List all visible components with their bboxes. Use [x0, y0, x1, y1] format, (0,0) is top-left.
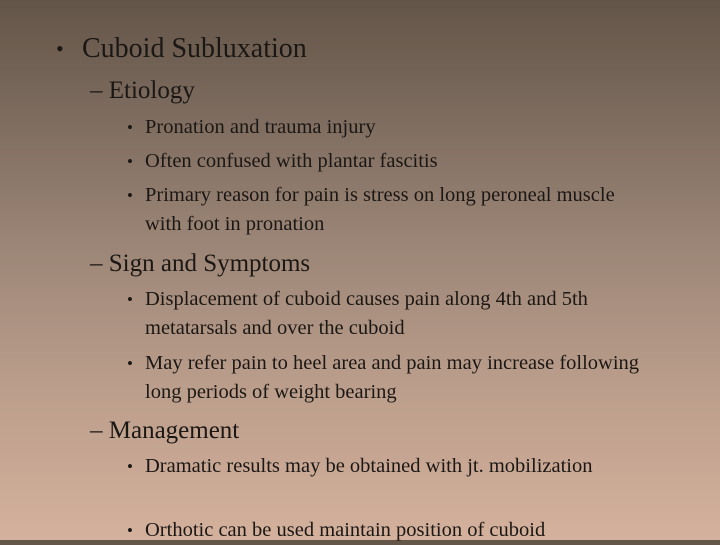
symptoms-item-2: May refer pain to heel area and pain may increase following long periods of weight bearing — [145, 352, 640, 403]
etiology-item-3: Primary reason for pain is stress on long peroneal muscle with foot in pronation — [145, 184, 615, 235]
section-heading-label: Sign and Symptoms — [108, 250, 311, 277]
section-heading-sign-and-symptoms — [90, 249, 310, 279]
sub-bullet: • — [127, 186, 133, 205]
management-item-2: Orthotic can be used maintain position of cuboid — [145, 519, 546, 541]
etiology-item-1: Pronation and trauma injury — [145, 116, 376, 138]
section-heading-management — [90, 416, 239, 446]
section-heading-label: Management — [108, 417, 240, 444]
title-bullet: • — [56, 36, 64, 61]
section-heading-etiology — [90, 76, 195, 106]
sub-bullet: • — [127, 290, 133, 309]
sub-bullet: • — [127, 521, 133, 540]
management-item-1: Dramatic results may be obtained with jt. mobilization — [145, 455, 593, 477]
symptoms-item-1: Displacement of cuboid causes pain along 4th and 5th metatarsals and over the cuboid — [145, 288, 588, 339]
dash: – — [90, 250, 109, 277]
etiology-item-2: Often confused with plantar fascitis — [145, 150, 438, 172]
sub-bullet: • — [127, 152, 133, 171]
slide-title: Cuboid Subluxation — [82, 33, 307, 64]
dash: – — [90, 417, 109, 444]
dash: – — [90, 77, 109, 104]
sub-bullet: • — [127, 118, 133, 137]
sub-bullet: • — [127, 457, 133, 476]
sub-bullet: • — [127, 354, 133, 373]
section-heading-label: Etiology — [108, 77, 195, 104]
